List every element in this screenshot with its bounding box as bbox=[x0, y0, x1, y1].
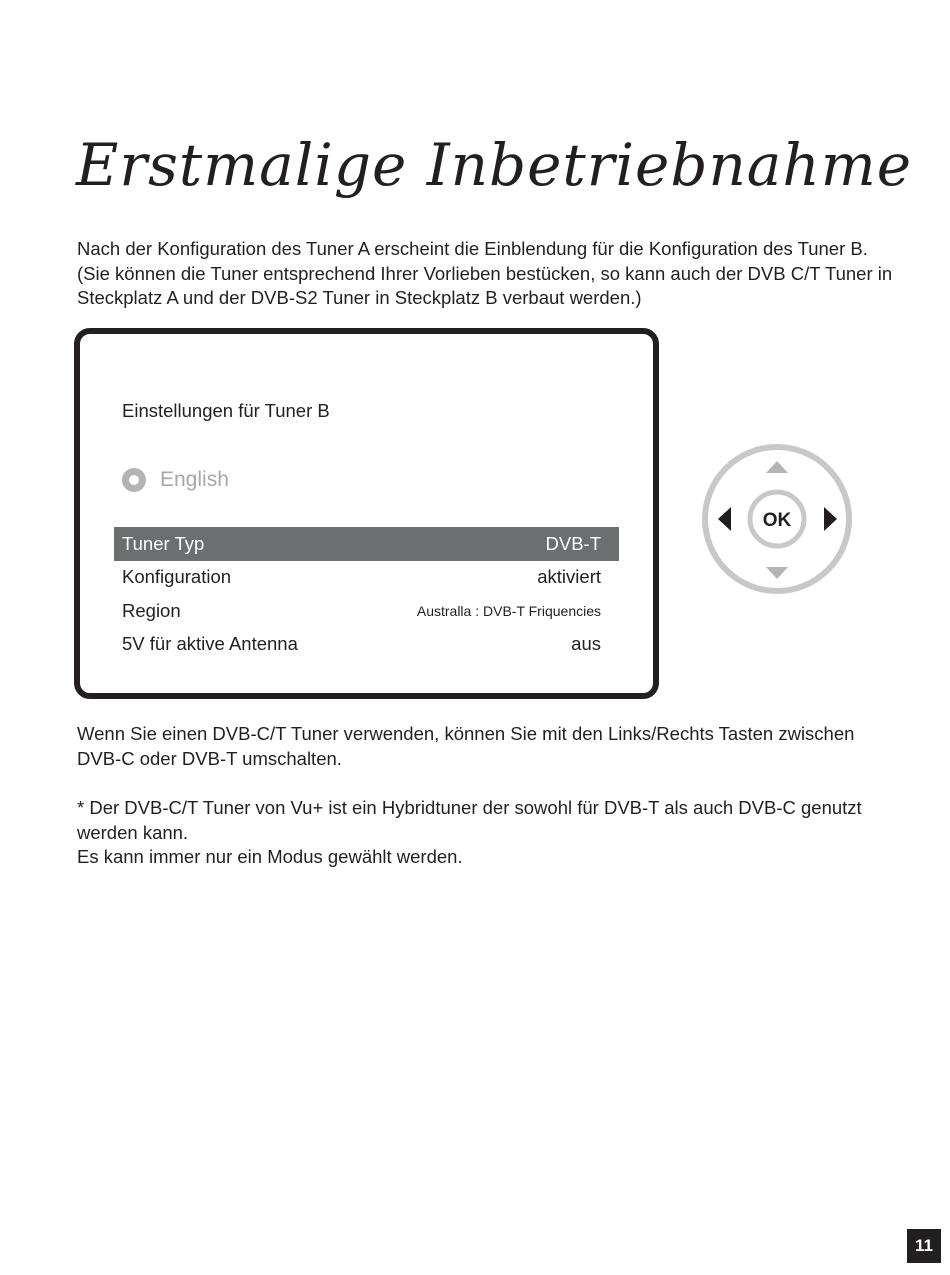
setting-value: aus bbox=[571, 633, 601, 655]
radio-icon bbox=[122, 468, 146, 492]
arrow-right-icon bbox=[824, 507, 837, 531]
dpad-icon bbox=[700, 442, 854, 596]
setting-label: Konfiguration bbox=[122, 566, 232, 588]
footnote bbox=[77, 796, 927, 870]
language-label: English bbox=[160, 468, 229, 491]
tv-screen-mockup bbox=[74, 328, 659, 699]
setting-row-konfiguration bbox=[114, 561, 619, 595]
arrow-left-icon bbox=[718, 507, 731, 531]
ok-label: OK bbox=[762, 510, 792, 531]
setting-row-tuner-typ bbox=[114, 527, 619, 561]
page-title: Erstmalige Inbetriebnahme bbox=[76, 130, 913, 199]
setting-value: DVB-T bbox=[545, 532, 601, 554]
page-number: 11 bbox=[907, 1229, 941, 1263]
setting-label: 5V für aktive Antenna bbox=[122, 633, 298, 655]
setting-value: Australla : DVB-T Friquencies bbox=[416, 602, 601, 619]
instruction-line: Wenn Sie einen DVB-C/T Tuner verwenden, können Sie mit den Links/Rechts Tasten zwischen bbox=[77, 723, 855, 744]
setting-value: aktiviert bbox=[537, 566, 601, 588]
footnote-line: * Der DVB-C/T Tuner von Vu+ ist ein Hybridtuner der sowohl für DVB-T als auch DVB-C genutzt bbox=[77, 797, 862, 818]
footnote-line: Es kann immer nur ein Modus gewählt werden. bbox=[77, 846, 463, 868]
intro-paragraph bbox=[77, 237, 927, 311]
intro-line: Nach der Konfiguration des Tuner A erscheint die Einblendung für die Konfiguration des Tuner B. bbox=[77, 238, 868, 259]
tuner-settings-list bbox=[114, 527, 619, 661]
arrow-down-icon bbox=[766, 567, 788, 579]
instruction-line: DVB-C oder DVB-T umschalten. bbox=[77, 747, 342, 769]
footnote-line: werden kann. bbox=[77, 821, 189, 843]
arrow-up-icon bbox=[766, 461, 788, 473]
screen-heading: Einstellungen für Tuner B bbox=[122, 400, 330, 421]
setting-label: Region bbox=[122, 599, 181, 621]
intro-line: (Sie können die Tuner entsprechend Ihrer Vorlieben bestücken, so kann auch der DVB C/T Tuner in bbox=[77, 262, 893, 284]
switch-instructions bbox=[77, 722, 927, 771]
intro-line: Steckplatz A und der DVB-S2 Tuner in Steckplatz B verbaut werden.) bbox=[77, 287, 642, 309]
language-option bbox=[122, 466, 229, 494]
setting-row-5v-antenna bbox=[114, 628, 619, 662]
setting-label: Tuner Typ bbox=[122, 532, 205, 554]
setting-row-region bbox=[114, 594, 619, 628]
